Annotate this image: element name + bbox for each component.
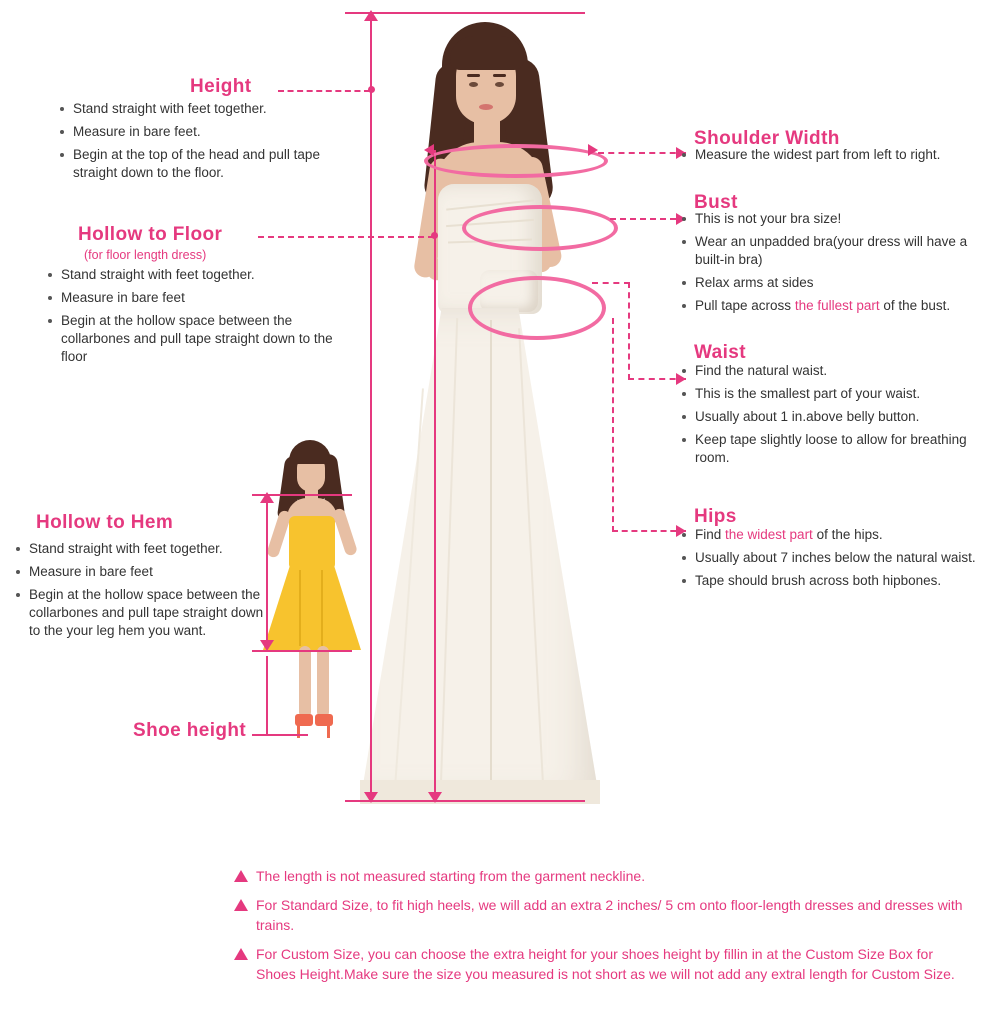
shoulder-arrow-right: [588, 144, 598, 156]
bust-band: [462, 205, 618, 251]
footer-note-text: For Custom Size, you can choose the extra height for your shoes height by fillin in at the Custom Size Box for Shoes Height.Make sure the size you measured is not short as we will not add any extral length for Custom Size.: [256, 946, 955, 982]
waist-band: [468, 276, 606, 340]
list-item: Keep tape slightly loose to allow for breathing room.: [680, 431, 998, 467]
height-arrow-top: [364, 10, 378, 21]
bust-title: Bust: [694, 192, 738, 213]
shoulder-width-title: Shoulder Width: [694, 128, 840, 149]
height-list: [58, 100, 358, 187]
hollow-to-hem-bottom-line: [252, 650, 352, 652]
hips-widest-pre: Find: [695, 527, 726, 542]
hollow-to-hem-section: [36, 512, 276, 534]
hollow-to-floor-title: Hollow to Floor: [78, 224, 223, 245]
shoulder-leader: [598, 152, 686, 154]
list-item: Begin at the hollow space between the collarbones and pull tape straight down to the floor: [46, 312, 346, 366]
waist-section: [694, 342, 994, 364]
hollow-to-floor-subtitle: (for floor length dress): [84, 248, 207, 262]
shoe-height-title: Shoe height: [133, 720, 247, 741]
footer-note: [234, 895, 974, 935]
list-item: Measure in bare feet.: [58, 123, 358, 141]
hollow-to-floor-list: [46, 266, 346, 371]
list-item: Tape should brush across both hipbones.: [680, 572, 998, 590]
warning-triangle-icon: [234, 899, 248, 911]
footer-note: [234, 866, 974, 886]
bust-list: [680, 210, 1000, 320]
hips-list: [680, 526, 998, 595]
waist-leader-vertical: [628, 282, 630, 380]
list-item: Stand straight with feet together.: [46, 266, 346, 284]
list-item: Find the natural waist.: [680, 362, 998, 380]
shoulder-width-list: [680, 146, 998, 169]
height-bottom-line: [345, 800, 585, 802]
list-item: Measure in bare feet: [46, 289, 346, 307]
height-top-line: [345, 12, 585, 14]
hips-leader: [612, 530, 686, 532]
list-item: Usually about 1 in.above belly button.: [680, 408, 998, 426]
waist-list: [680, 362, 998, 472]
footer-note-text: The length is not measured starting from the garment neckline.: [256, 868, 646, 884]
bust-leader: [610, 218, 686, 220]
list-item: Measure in bare feet: [14, 563, 264, 581]
list-item: Wear an unpadded bra(your dress will have a built-in bra): [680, 233, 1000, 269]
shoe-height-section: [133, 720, 246, 742]
list-item-hips-widest: [680, 526, 998, 544]
height-title: Height: [190, 76, 252, 97]
bust-fullest-post: of the bust.: [879, 298, 951, 313]
hips-leader-vertical: [612, 318, 614, 532]
hollow-to-floor-arrow: [428, 792, 442, 803]
shoulder-arrow-left: [424, 144, 434, 156]
hollow-to-hem-arrow-top: [260, 492, 274, 503]
list-item: Stand straight with feet together.: [58, 100, 358, 118]
hips-widest-post: of the hips.: [812, 527, 883, 542]
warning-triangle-icon: [234, 870, 248, 882]
list-item: Relax arms at sides: [680, 274, 1000, 292]
list-item: This is the smallest part of your waist.: [680, 385, 998, 403]
hollow-to-floor-section: [78, 224, 338, 262]
hips-widest-emphasis: the widest part: [725, 527, 813, 542]
footer-note-text: For Standard Size, to fit high heels, we will add an extra 2 inches/ 5 cm onto floor-length dresses and dresses with trains.: [256, 897, 963, 933]
hollow-to-floor-line: [434, 150, 436, 800]
shoe-height-line: [266, 656, 268, 734]
list-item: Begin at the top of the head and pull tape straight down to the floor.: [58, 146, 358, 182]
bust-fullest-pre: Pull tape across: [695, 298, 795, 313]
hollow-to-hem-list: [14, 540, 264, 645]
height-vertical-line: [370, 20, 372, 800]
shoe-height-bottom-line: [252, 734, 308, 736]
list-item: Measure the widest part from left to right.: [680, 146, 998, 164]
model-illustration-short-dress: [255, 440, 380, 760]
waist-leader-top: [592, 282, 630, 284]
list-item: Stand straight with feet together.: [14, 540, 264, 558]
hips-title: Hips: [694, 506, 737, 527]
list-item: This is not your bra size!: [680, 210, 1000, 228]
waist-title: Waist: [694, 342, 746, 363]
footer-notes: [234, 866, 974, 993]
shoulder-width-band: [424, 144, 608, 178]
list-item-bust-fullest: [680, 297, 1000, 315]
warning-triangle-icon: [234, 948, 248, 960]
hips-section: [694, 506, 994, 528]
list-item: Begin at the hollow space between the collarbones and pull tape straight down to the your leg hem you want.: [14, 586, 264, 640]
height-section: [190, 76, 420, 98]
bust-fullest-emphasis: the fullest part: [794, 298, 880, 313]
hollow-to-hem-title: Hollow to Hem: [36, 512, 174, 533]
list-item: Usually about 7 inches below the natural waist.: [680, 549, 998, 567]
footer-note: [234, 944, 974, 984]
